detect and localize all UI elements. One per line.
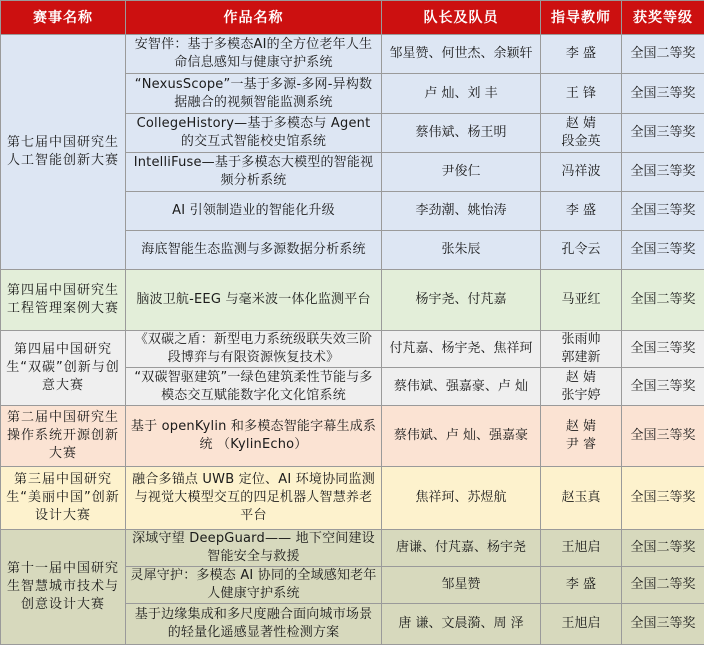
work-name-cell: 海底智能生态监测与多源数据分析系统 [126, 231, 382, 270]
work-name-cell: 基于 openKylin 和多模态智能字幕生成系统 （KylinEcho） [126, 406, 382, 467]
table-row [1, 467, 704, 530]
award-level-cell: 全国三等奖 [622, 368, 704, 406]
team-members-cell: 李劲潮、姚怡涛 [382, 192, 541, 231]
work-name-cell: 《双碳之盾：新型电力系统级联失效三阶段博弈与有限资源恢复技术》 [126, 331, 382, 368]
advisor-cell [541, 368, 622, 406]
award-level-cell: 全国三等奖 [622, 153, 704, 192]
team-members-cell: 杨宇尧、付芃嘉 [382, 270, 541, 331]
work-name-cell: 基于边缘集成和多尺度融合面向城市场景的轻量化遥感显著性检测方案 [126, 604, 382, 645]
award-level-cell: 全国三等奖 [622, 114, 704, 153]
work-name-cell: “NexusScope”一基于多源-多网-异构数据融合的视频智能监测系统 [126, 74, 382, 114]
advisor-name: 张雨帅 [561, 332, 601, 347]
award-level-cell: 全国三等奖 [622, 331, 704, 368]
event-name-cell: 第四届中国研究生“双碳”创新与创意大赛 [1, 331, 126, 406]
work-name-cell: 融合多锚点 UWB 定位、AI 环境协同监测与视觉大模型交互的四足机器人智慧养老平台 [126, 467, 382, 530]
table-row [1, 331, 704, 368]
event-name-cell: 第四届中国研究生工程管理案例大赛 [1, 270, 126, 331]
team-members-cell: 邹星赞、何世杰、余颖轩 [382, 35, 541, 74]
header-team: 队长及队员 [382, 1, 541, 35]
advisor-cell: 李 盛 [541, 35, 622, 74]
advisor-cell [541, 406, 622, 467]
table-row [1, 406, 704, 467]
team-members-cell: 邹星赞 [382, 567, 541, 604]
award-level-cell: 全国三等奖 [622, 406, 704, 467]
table-row [1, 35, 704, 74]
award-level-cell: 全国三等奖 [622, 231, 704, 270]
team-members-cell: 付芃嘉、杨宇尧、焦祥珂 [382, 331, 541, 368]
header-work: 作品名称 [126, 1, 382, 35]
team-members-cell: 唐谦、付芃嘉、杨宇尧 [382, 530, 541, 567]
work-name-cell: CollegeHistory—基于多模态与 Agent 的交互式智能校史馆系统 [126, 114, 382, 153]
award-level-cell: 全国三等奖 [622, 192, 704, 231]
work-name-cell: IntelliFuse—基于多模态大模型的智能视频分析系统 [126, 153, 382, 192]
work-name-cell: “双碳智驱建筑”一绿色建筑柔性节能与多模态交互赋能数字化文化馆系统 [126, 368, 382, 406]
advisor-cell: 王 锋 [541, 74, 622, 114]
header-advisor: 指导教师 [541, 1, 622, 35]
advisor-cell: 孔令云 [541, 231, 622, 270]
advisor-cell: 冯祥波 [541, 153, 622, 192]
advisor-name: 赵 婧 [565, 369, 597, 385]
advisor-name: 赵 婧 [565, 116, 597, 131]
advisor-cell: 王旭启 [541, 530, 622, 567]
work-name-cell: 安智伴：基于多模态AI的全方位老年人生命信息感知与健康守护系统 [126, 35, 382, 74]
award-level-cell: 全国二等奖 [622, 35, 704, 74]
advisor-cell: 李 盛 [541, 567, 622, 604]
awards-body [1, 35, 704, 645]
event-name-cell: 第二届中国研究生操作系统开源创新大赛 [1, 406, 126, 467]
table-row [1, 270, 704, 331]
advisor-name: 张宇婷 [561, 387, 601, 403]
event-name-cell: 第三届中国研究生“美丽中国”创新设计大赛 [1, 467, 126, 530]
work-name-cell: AI 引领制造业的智能化升级 [126, 192, 382, 231]
advisor-cell: 赵玉真 [541, 467, 622, 530]
advisor-name: 尹 睿 [565, 437, 597, 452]
team-members-cell: 尹俊仁 [382, 153, 541, 192]
header-event: 赛事名称 [1, 1, 126, 35]
advisor-cell: 李 盛 [541, 192, 622, 231]
advisor-name: 赵 婧 [565, 419, 597, 434]
award-level-cell: 全国二等奖 [622, 270, 704, 331]
award-level-cell: 全国三等奖 [622, 604, 704, 645]
award-level-cell: 全国三等奖 [622, 74, 704, 114]
award-level-cell: 全国三等奖 [622, 467, 704, 530]
award-level-cell: 全国二等奖 [622, 530, 704, 567]
work-name-cell: 深域守望 DeepGuard—— 地下空间建设智能安全与救援 [126, 530, 382, 567]
header-award: 获奖等级 [622, 1, 704, 35]
event-name-cell: 第七届中国研究生人工智能创新大赛 [1, 35, 126, 270]
team-members-cell: 蔡伟斌、强嘉豪、卢 灿 [382, 368, 541, 406]
team-members-cell: 焦祥珂、苏煜航 [382, 467, 541, 530]
advisor-name: 郭建新 [561, 350, 601, 365]
advisor-name: 段金英 [561, 134, 601, 149]
advisor-cell: 王旭启 [541, 604, 622, 645]
award-level-cell: 全国二等奖 [622, 567, 704, 604]
team-members-cell: 唐 谦、文晨漪、周 泽 [382, 604, 541, 645]
table-row [1, 530, 704, 567]
header-row [1, 1, 704, 35]
advisor-cell: 马亚红 [541, 270, 622, 331]
advisor-cell [541, 331, 622, 368]
team-members-cell: 蔡伟斌、卢 灿、强嘉豪 [382, 406, 541, 467]
team-members-cell: 卢 灿、刘 丰 [382, 74, 541, 114]
work-name-cell: 脑波卫航-EEG 与毫米波一体化监测平台 [126, 270, 382, 331]
team-members-cell: 蔡伟斌、杨王明 [382, 114, 541, 153]
event-name-cell: 第十一届中国研究生智慧城市技术与创意设计大赛 [1, 530, 126, 645]
advisor-cell [541, 114, 622, 153]
team-members-cell: 张朱辰 [382, 231, 541, 270]
work-name-cell: 灵犀守护：多模态 AI 协同的全域感知老年人健康守护系统 [126, 567, 382, 604]
